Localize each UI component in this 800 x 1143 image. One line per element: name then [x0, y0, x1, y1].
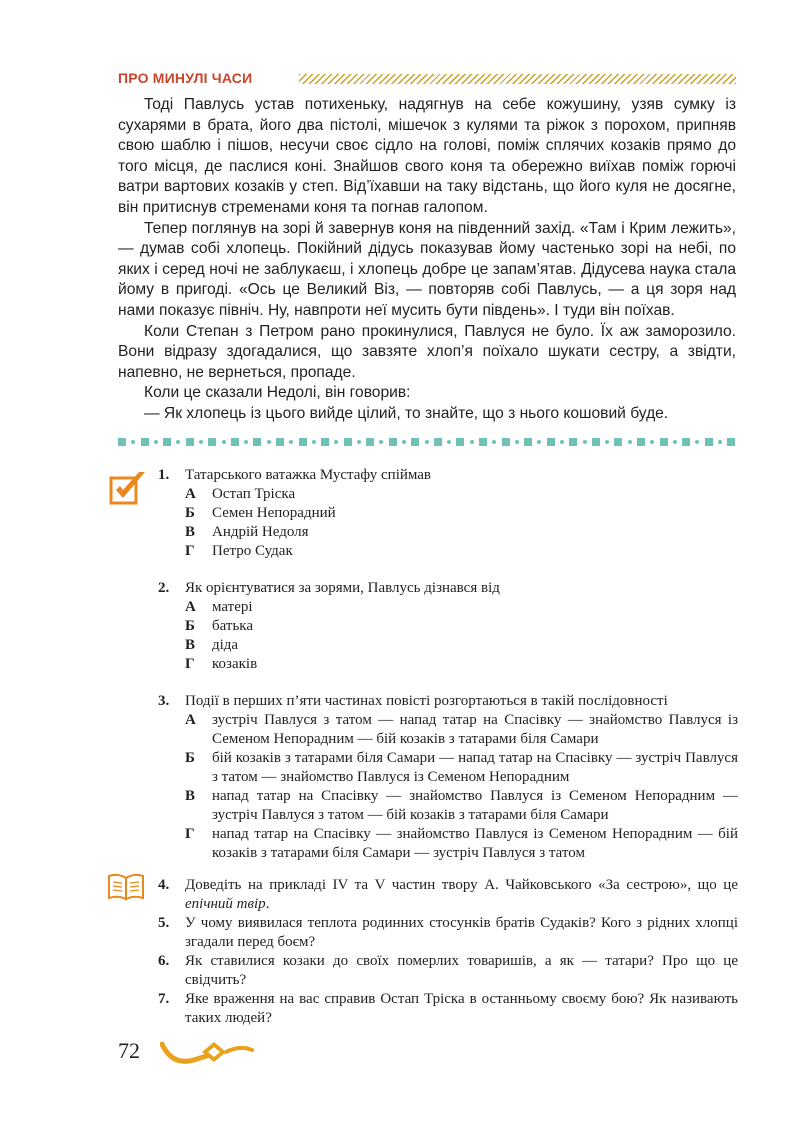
story-paragraph: Коли це сказали Недолі, він говорив:	[144, 384, 411, 402]
section-title: ПРО МИНУЛІ ЧАСИ	[118, 70, 253, 86]
option-letter: В	[185, 637, 196, 653]
option-letter: А	[185, 486, 196, 502]
option-letter: Б	[185, 505, 195, 521]
option-text: напад татар на Спасівку — знайомство Павлуся із Семеном Непорадним — бій козаків з татарами біля Самари — зустріч Павлуся з татом	[212, 826, 738, 861]
divider-dot	[673, 440, 677, 444]
divider-square	[727, 438, 735, 446]
divider-dot	[312, 440, 316, 444]
divider-dot	[560, 440, 564, 444]
task-number: 6.	[158, 953, 170, 969]
question-text: Татарського ватажка Мустафу спіймав	[185, 467, 432, 483]
option-text: Петро Судак	[212, 543, 293, 559]
divider-dot	[470, 440, 474, 444]
open-book-icon	[106, 873, 146, 901]
divider-square	[524, 438, 532, 446]
answer-option	[185, 655, 738, 674]
option-text: Андрій Недоля	[212, 524, 309, 540]
option-text: матері	[212, 599, 253, 615]
question-text: Події в перших п’яти частинах повісті розгортаються в такій послідовності	[185, 693, 668, 709]
option-letter: В	[185, 788, 196, 804]
divider-square	[456, 438, 464, 446]
divider-square	[389, 438, 397, 446]
question-number: 2.	[158, 580, 170, 596]
option-text: діда	[212, 637, 239, 653]
divider-square	[208, 438, 216, 446]
divider-square	[569, 438, 577, 446]
section-divider	[118, 437, 736, 447]
divider-dot	[176, 440, 180, 444]
divider-dot	[154, 440, 158, 444]
answer-option	[185, 542, 738, 561]
tasks-section	[158, 876, 738, 1028]
divider-square	[366, 438, 374, 446]
task-7	[158, 990, 738, 1028]
task-5	[158, 914, 738, 952]
divider-square	[682, 438, 690, 446]
divider-square	[253, 438, 261, 446]
option-text: напад татар на Спасівку — знайомство Павлуся із Семеном Непорадним — зустріч Павлуся з татом — бій козаків з татарами біля Самари	[212, 788, 738, 823]
divider-square	[299, 438, 307, 446]
divider-dot	[267, 440, 271, 444]
task-number: 7.	[158, 991, 170, 1007]
divider-dot	[447, 440, 451, 444]
divider-dot	[402, 440, 406, 444]
divider-dot	[650, 440, 654, 444]
option-letter: А	[185, 599, 196, 615]
divider-dot	[718, 440, 722, 444]
option-letter: Б	[185, 618, 195, 634]
divider-square	[660, 438, 668, 446]
answer-option	[185, 787, 738, 825]
question-1	[158, 466, 738, 561]
story-paragraph: Тепер поглянув на зорі й завернув коня на південний захід. «Там і Крим лежить», — думав собі хлопець. Покійний дідусь показував йому частенько зорі на небі, по яких і серед ночі не заблукаєш, і хлопець добре це запам’ятав. Дідусева наука стала йому в пригоді. «Ось це Великий Віз, — повторяв собі Павлусь, — а ця зоря над нами показує північ. Ну, навпроти неї мусить бути південь». І туди він поїхав.	[118, 219, 736, 319]
divider-dot	[357, 440, 361, 444]
answer-option	[185, 711, 738, 749]
question-number: 3.	[158, 693, 170, 709]
divider-dot	[425, 440, 429, 444]
story-paragraph: Коли Степан з Петром рано прокинулися, Павлуся не було. Їх аж заморозило. Вони відразу здогадалися, що завзяте хлоп’я поїхало шукати сестру, а звідти, напевно, не вернеться, пропаде.	[118, 322, 736, 381]
option-letter: В	[185, 524, 196, 540]
divider-dot	[244, 440, 248, 444]
checkbox-icon	[108, 470, 148, 506]
divider-square	[276, 438, 284, 446]
divider-dot	[605, 440, 609, 444]
task-text	[185, 876, 738, 914]
option-letter: Г	[185, 826, 195, 842]
divider-square	[411, 438, 419, 446]
divider-square	[614, 438, 622, 446]
option-text: Остап Тріска	[212, 486, 296, 502]
divider-dot	[537, 440, 541, 444]
divider-dot	[379, 440, 383, 444]
divider-dot	[628, 440, 632, 444]
answer-option	[185, 504, 738, 523]
page-header	[118, 70, 736, 90]
option-text: бій козаків з татарами біля Самари — напад татар на Спасівку — зустріч Павлуся з татом — знайомство Павлуся із Семеном Непорадним	[212, 750, 738, 785]
option-text: козаків	[212, 656, 258, 672]
option-text: батька	[212, 618, 254, 634]
answer-option	[185, 598, 738, 617]
divider-square	[592, 438, 600, 446]
question-number: 1.	[158, 467, 170, 483]
divider-dot	[199, 440, 203, 444]
story-paragraph: Тоді Павлусь устав потихеньку, надягнув на себе кожушину, узяв сумку із сухарями в брата, його два пістолі, мішечок з кулями та ріжок з порохом, припняв свою шаблю і пішов, несучи своє сідло на голові, поміж сплячих козаків прямо до того місця, де паслися коні. Знайшов свого коня та обережно виїхав поміж горючі ватри вартових козаків у степ. Від’їхавши на таку відстань, що його куля не досягне, він притиснув стременами коня та погнав галопом.	[118, 96, 736, 216]
question-3	[158, 692, 738, 863]
divider-square	[118, 438, 126, 446]
divider-square	[231, 438, 239, 446]
task-text: Яке враження на вас справив Остап Тріска в останньому своєму бою? Як називають таких людей?	[185, 991, 738, 1026]
divider-square	[502, 438, 510, 446]
ornament-icon	[160, 1036, 254, 1070]
divider-square	[434, 438, 442, 446]
divider-square	[479, 438, 487, 446]
task-number: 5.	[158, 915, 170, 931]
divider-dot	[222, 440, 226, 444]
divider-dot	[515, 440, 519, 444]
divider-dot	[334, 440, 338, 444]
answer-option	[185, 485, 738, 504]
question-2	[158, 579, 738, 674]
divider-dot	[695, 440, 699, 444]
divider-dot	[583, 440, 587, 444]
page-number: 72	[118, 1038, 140, 1063]
divider-square	[637, 438, 645, 446]
divider-dot	[289, 440, 293, 444]
option-letter: Г	[185, 656, 195, 672]
answer-option	[185, 617, 738, 636]
divider-square	[163, 438, 171, 446]
task-6	[158, 952, 738, 990]
divider-dot	[131, 440, 135, 444]
task-number: 4.	[158, 877, 170, 893]
task-term: епічний твір	[185, 896, 266, 912]
answer-option	[185, 825, 738, 863]
task-text: У чому виявилася теплота родинних стосунків братів Судаків? Кого з рідних хлопці згадали перед боєм?	[185, 915, 738, 950]
answer-option	[185, 749, 738, 787]
option-text: Семен Непорадний	[212, 505, 336, 521]
divider-square	[321, 438, 329, 446]
option-letter: Б	[185, 750, 195, 766]
story-text	[118, 95, 736, 425]
quiz-section	[158, 466, 738, 881]
divider-square	[344, 438, 352, 446]
option-letter: Г	[185, 543, 195, 559]
option-text: зустріч Павлуся з татом — напад татар на Спасівку — знайомство Павлуся із Семеном Непорадним — бій козаків з татарами біля Самари	[212, 712, 738, 747]
divider-square	[141, 438, 149, 446]
divider-square	[705, 438, 713, 446]
header-stripe	[299, 74, 736, 84]
task-text-part: Доведіть на прикладі IV та V частин твору А. Чайковського «За сестрою», що це	[185, 877, 738, 893]
story-paragraph: — Як хлопець із цього вийде цілий, то знайте, що з нього кошовий буде.	[144, 404, 669, 422]
question-text: Як орієнтуватися за зорями, Павлусь дізнався від	[185, 580, 500, 596]
option-letter: А	[185, 712, 196, 728]
task-text-end: .	[265, 896, 270, 912]
task-4	[158, 876, 738, 914]
task-text: Як ставилися козаки до своїх померлих товаришів, а як — татари? Про що це свідчить?	[185, 953, 738, 988]
divider-square	[547, 438, 555, 446]
divider-dot	[492, 440, 496, 444]
divider-square	[186, 438, 194, 446]
answer-option	[185, 523, 738, 542]
answer-option	[185, 636, 738, 655]
